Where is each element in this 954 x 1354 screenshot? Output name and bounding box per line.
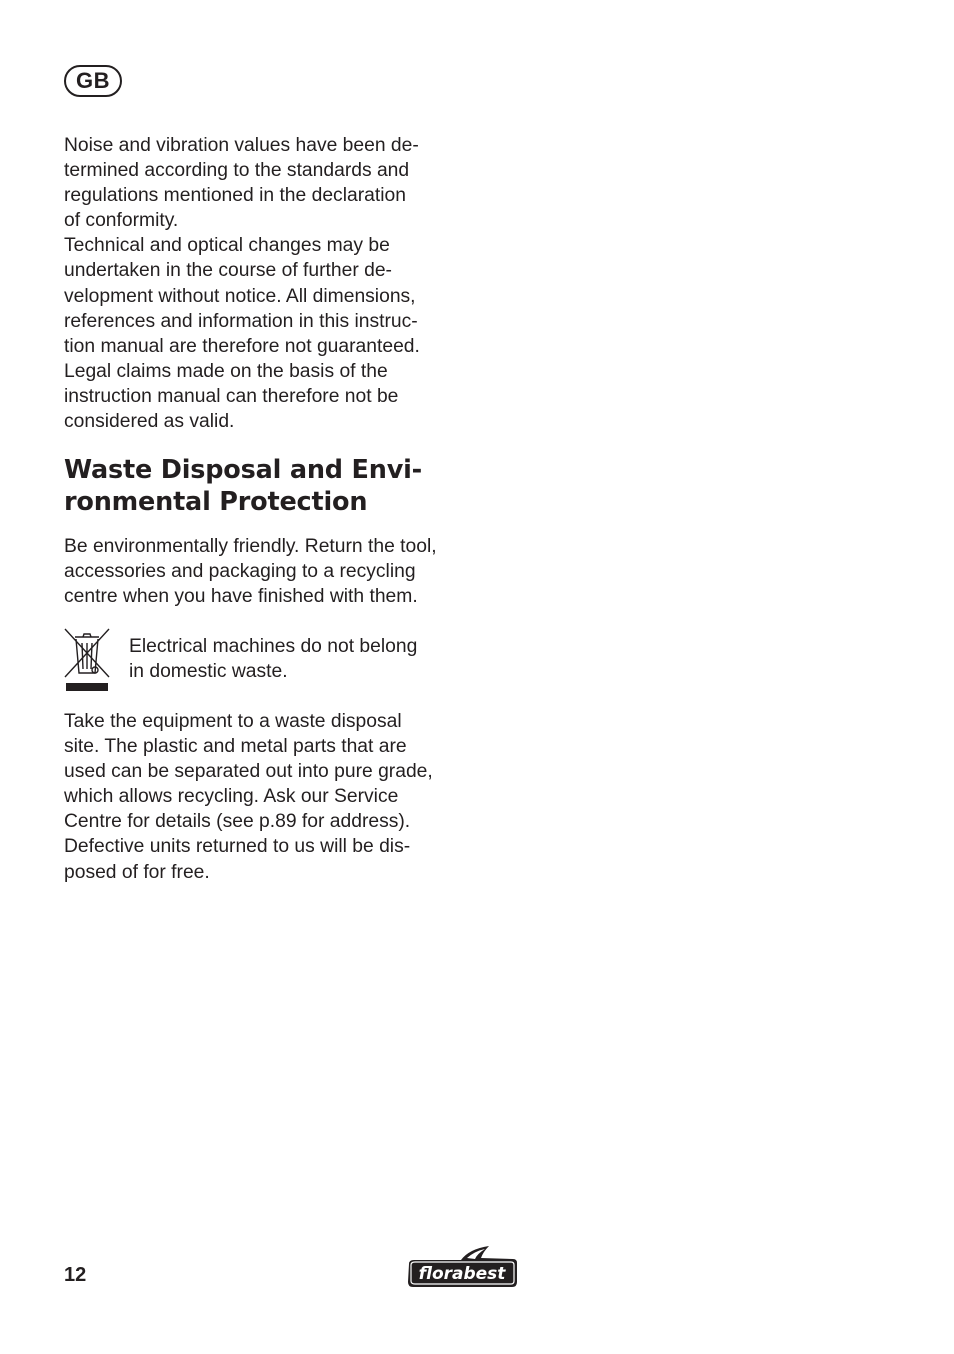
svg-text:florabest: florabest bbox=[418, 1264, 506, 1284]
page-number: 12 bbox=[64, 1264, 87, 1286]
paragraph-noise-vibration: Noise and vibration values have been de- termined according to the standards and regulations mentioned in the declaration of conformity. Technical and optical changes may be undertaken in the course of further de- velopment without notice. All dimensions, references and information in this instruc- tion manual are therefore not guaranteed. Legal claims made on the basis of the instruction manual can therefore not be considered as valid. bbox=[64, 135, 420, 433]
section-heading: Waste Disposal and Envi- ronmental Protection bbox=[64, 455, 423, 517]
florabest-logo bbox=[405, 1244, 519, 1290]
paragraph-environment: Be environmentally friendly. Return the tool, accessories and packaging to a recycling centre when you have finished with them. bbox=[64, 536, 437, 608]
crossed-out-wheelie-bin-icon bbox=[63, 627, 111, 693]
language-badge: GB bbox=[64, 65, 122, 97]
paragraph-disposal: Take the equipment to a waste disposal site. The plastic and metal parts that are used can be separated out into pure grade, which allows recycling. Ask our Service Centre for details (see p.89 for address). Defective units returned to us will be dis- posed of for free. bbox=[64, 711, 433, 883]
weee-note: Electrical machines do not belong in domestic waste. bbox=[129, 636, 418, 683]
